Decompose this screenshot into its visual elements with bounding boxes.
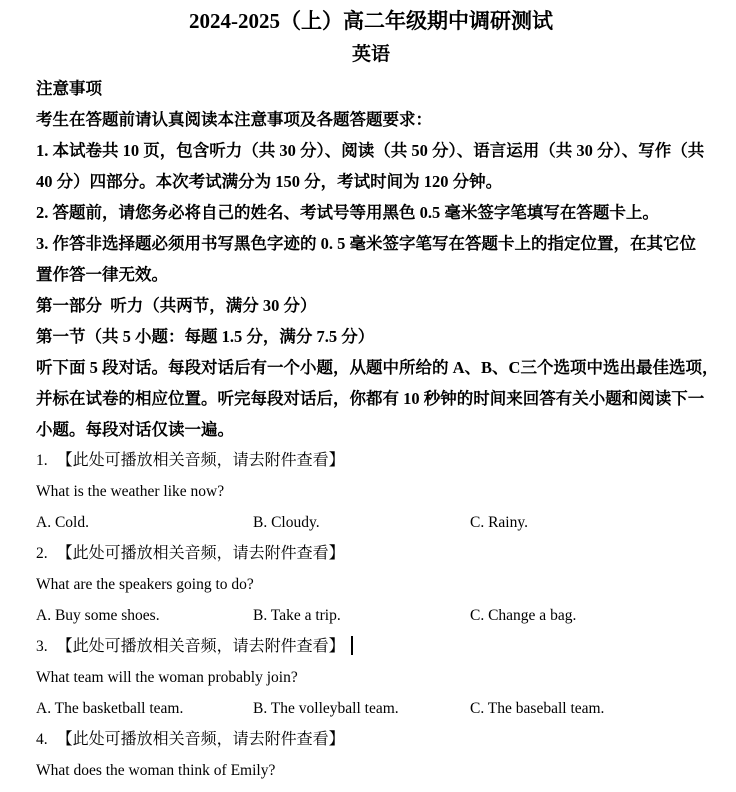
question-3-option-b: B. The volleyball team.	[253, 700, 399, 717]
subject-title: 英语	[351, 44, 390, 65]
question-1-prompt: What is the weather like now?	[36, 483, 225, 500]
question-2-prompt: What are the speakers going to do?	[36, 576, 254, 593]
question-3-audio-line	[36, 631, 706, 662]
question-2-audio-line	[36, 538, 706, 569]
question-1-option-c: C. Rainy.	[470, 514, 528, 531]
question-4-audio-placeholder: 【此处可播放相关音频，请去附件查看】	[56, 731, 345, 748]
notice-item-1-line-1: 1. 本试卷共 10 页，包含听力（共 30 分）、阅读（共 50 分）、语言运用（共 30 分）、写作（共	[36, 141, 705, 160]
question-1-option-b: B. Cloudy.	[253, 514, 320, 531]
question-2-option-c: C. Change a bag.	[470, 607, 577, 624]
notice-intro: 考生在答题前请认真阅读本注意事项及各题答题要求：	[36, 110, 432, 129]
question-2-option-b: B. Take a trip.	[253, 607, 341, 624]
question-2-audio-placeholder: 【此处可播放相关音频，请去附件查看】	[56, 545, 345, 562]
listening-instructions-line-3: 小题。每段对话仅读一遍。	[36, 420, 234, 439]
question-1-audio-placeholder: 【此处可播放相关音频，请去附件查看】	[56, 452, 345, 469]
part-heading: 第一部分 听力（共两节，满分 30 分）	[36, 296, 317, 315]
question-2-options-row	[36, 600, 706, 631]
text-cursor	[351, 636, 353, 655]
question-4-audio-line	[36, 724, 706, 755]
question-1-options-row	[36, 507, 706, 538]
question-3-option-a: A. The basketball team.	[36, 700, 184, 717]
question-3-prompt: What team will the woman probably join?	[36, 669, 298, 686]
notice-item-2: 2. 答题前，请您务必将自己的姓名、考试号等用黑色 0.5 毫米签字笔填写在答题卡上。	[36, 203, 659, 222]
question-3-options-row	[36, 693, 706, 724]
notice-item-3-line-1: 3. 作答非选择题必须用书写黑色字迹的 0. 5 毫米签字笔写在答题卡上的指定位置，在其它位	[36, 234, 696, 253]
question-3-option-c: C. The baseball team.	[470, 700, 605, 717]
question-2-option-a: A. Buy some shoes.	[36, 607, 160, 624]
question-2-number: 2.	[36, 545, 48, 562]
question-1-audio-line	[36, 445, 706, 476]
listening-instructions-line-1: 听下面 5 段对话。每段对话后有一个小题，从题中所给的 A、B、C三个选项中选出最佳选项，	[36, 358, 719, 377]
listening-instructions-line-2: 并标在试卷的相应位置。听完每段对话后，你都有 10 秒钟的时间来回答有关小题和阅读下一	[36, 389, 705, 408]
question-3-number: 3.	[36, 638, 48, 655]
question-1-option-a: A. Cold.	[36, 514, 89, 531]
question-1-number: 1.	[36, 452, 48, 469]
subsection-heading: 第一节（共 5 小题：每题 1.5 分，满分 7.5 分）	[36, 327, 375, 346]
question-4-number: 4.	[36, 731, 48, 748]
notice-item-3-line-2: 置作答一律无效。	[36, 265, 168, 284]
notice-heading: 注意事项	[36, 79, 102, 98]
question-3-audio-placeholder: 【此处可播放相关音频，请去附件查看】	[56, 638, 345, 655]
notice-item-1-line-2: 40 分）四部分。本次考试满分为 150 分，考试时间为 120 分钟。	[36, 172, 503, 191]
question-4-prompt: What does the woman think of Emily?	[36, 762, 276, 779]
page-title: 2024-2025（上）高二年级期中调研测试	[189, 9, 553, 33]
